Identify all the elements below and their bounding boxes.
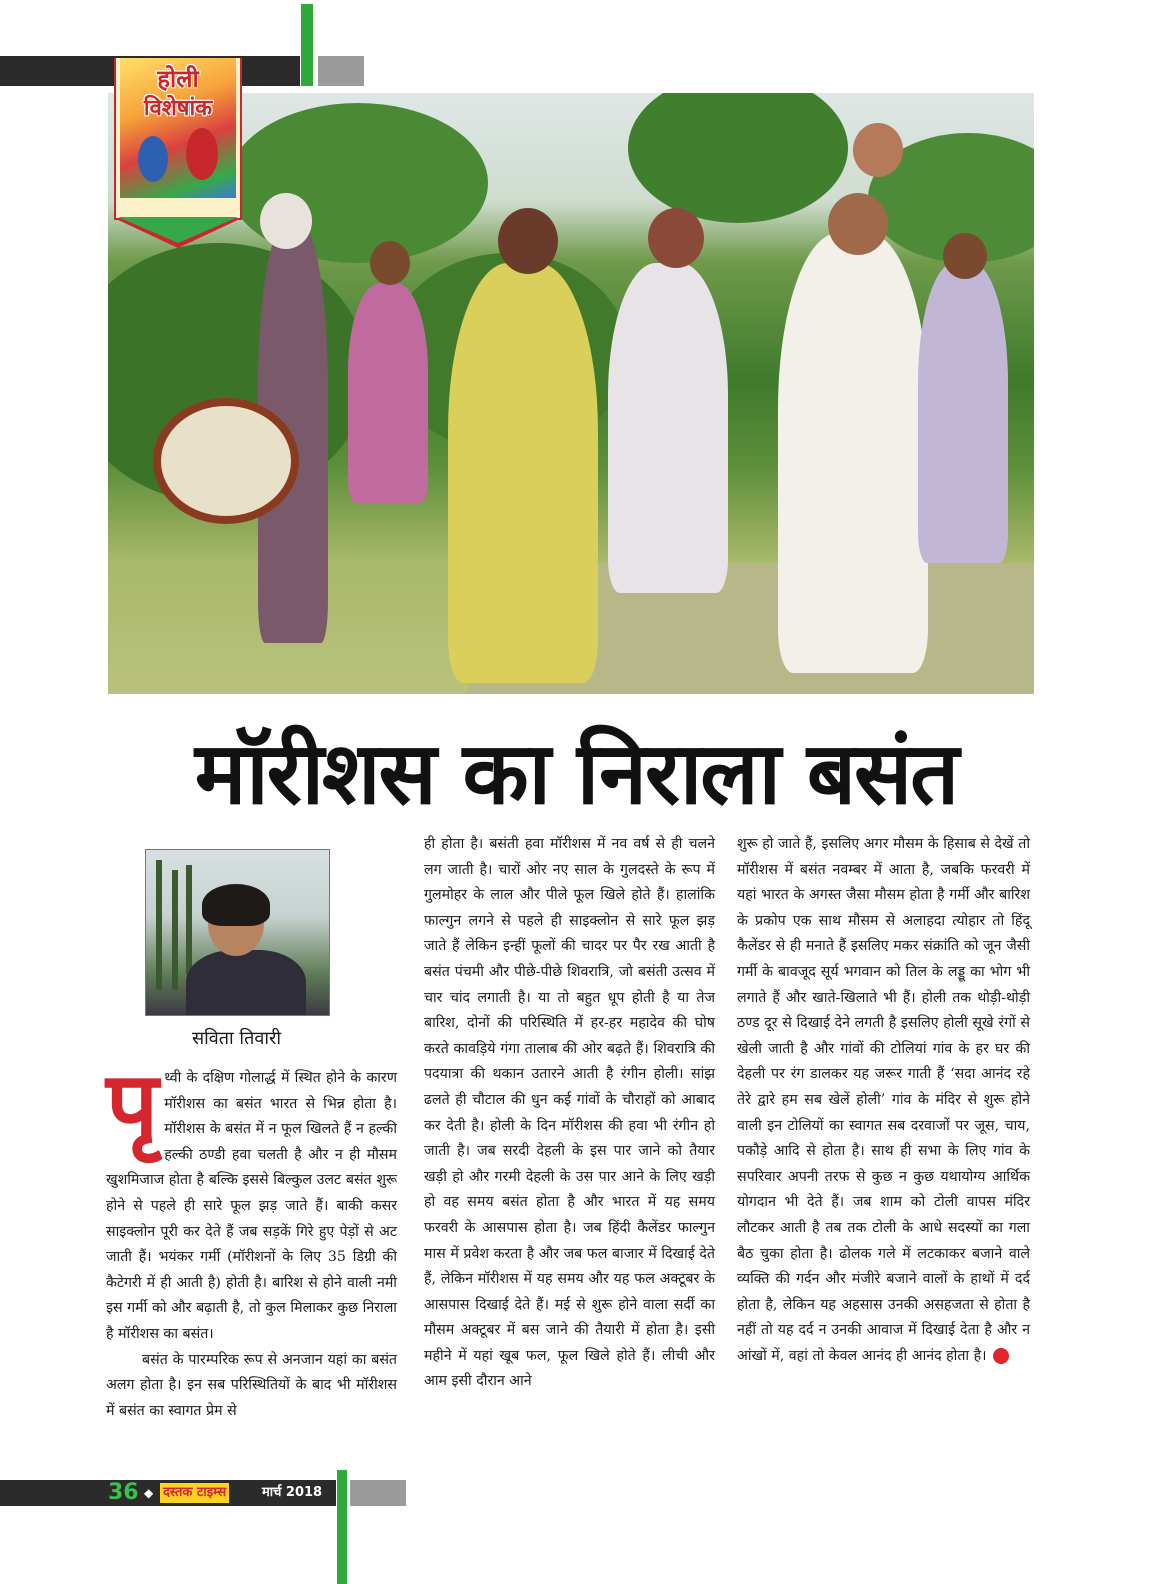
- drop-cap: पृ: [106, 1052, 159, 1159]
- column-3-paragraph: [737, 832, 1030, 1369]
- column-2-text: ही होता है। बसंती हवा मॉरीशस में नव वर्ष से ही चलने लग जाती है। चारों ओर नए साल के गुलदस्ते के रूप में गुलमोहर के लाल और पीले फूल खिले होते हैं। हालांकि फाल्गुन लगने से पहले ही साइक्लोन से सारे फूल झड़ जाते हैं लेकिन इन्हीं फूलों की चादर पर पैर रख आती है बसंत पंचमी और पीछे-पीछे शिवरात्रि, जो बसंती उत्सव में चार चांद लगाती है। या तो बहुत धूप होती है या तेज बारिश, दोनों की परिस्थिति में हर-हर महादेव की घोष करते कावड़िये गंगा तालाब की ओर बढ़ते हैं। शिवरात्रि की पदयात्रा की थकान उतारने आती है रंगीन होली। सांझ ढलते ही चौटाल की धुन कई गांवों के चौराहों को आबाद कर देती है। होली के दिन मॉरीशस की हवा भी रंगीन हो जाती है। जब सरदी देहली के इस पार जाने को तैयार खड़ी हो और गरमी देहली के उस पार आने के लिए खड़ी हो वह समय बसंत होता है और भारत में यह समय फरवरी के आसपास होता है। जब हिंदी कैलेंडर फाल्गुन मास में प्रवेश करता है और जब फल बाजार में दिखाई देते हैं, लेकिन मॉरीशस में यह समय और यह फल अक्टूबर के आसपास दिखाई देते हैं। मई से शुरू होने वाला सर्दी का मौसम अक्टूबर में बस जाने की तैयारी में होता है। इसी महीने में यहां खूब फल, फूल खिले होते हैं। लीची और आम इसी दौरान आने: [424, 836, 715, 1390]
- footer-grey-block: [350, 1480, 406, 1506]
- paragraph-1-text: थ्वी के दक्षिण गोलार्द्ध में स्थित होने के कारण मॉरीशस का बसंत भारत से भिन्न होता है। मॉरीशस के बसंत में न फूल खिलते हैं न हल्की हल्की ठण्डी हवा चलती है और न ही मौसम खुशमिजाज होता है बल्कि इससे बिल्कुल उलट बसंत शुरू होने से पहले ही सारे फूल झड़ जाते हैं। बाकी कसर साइक्लोन पूरी कर देते हैं जब सड़कें गिरे हुए पेड़ों से अट जाती हैं। भयंकर गर्मी (मॉरीशनों के लिए 35 डिग्री की कैटेगरी में ही आती है) होती है। बारिश से होने वाली नमी इस गर्मी को और बढ़ाती है, तो कुल मिलाकर कुछ निराला है मॉरीशस का बसंत।: [106, 1070, 397, 1342]
- footer-green-rule: [337, 1470, 347, 1584]
- badge-title-holi: होली: [157, 65, 199, 93]
- article-column-2: [424, 832, 715, 1395]
- author-photo: [145, 849, 330, 1016]
- issue-date: मार्च 2018: [262, 1485, 323, 1500]
- article-headline: मॉरीशस का निराला बसंत: [194, 724, 958, 824]
- column-3-text: शुरू हो जाते हैं, इसलिए अगर मौसम के हिसाब से देखें तो मॉरीशस में बसंत नवम्बर में आता है, जबकि फरवरी में यहां भारत के अगस्त जैसा मौसम होता है गर्मी और बारिश के प्रकोप एक साथ मौसम से अलाहदा त्योहार तो हिंदू कैलेंडर से ही मनाते हैं इसलिए मकर संक्रांति को जून जैसी गर्मी के बावजूद सूर्य भगवान को तिल के लड्डू का भोग भी लगाते हैं और खाते-खिलाते भी हैं। होली तक थोड़ी-थोड़ी ठण्ड दूर से दिखाई देने लगती है इसलिए होली सूखे रंगों से खेली जाती है और गांवों की टोलियां गांव के हर घर की देहली पर रंग डालकर यह जरूर गाती हैं ‘सदा आनंद रहे तेरे द्वारे हम सब खेलें होली’ गांव के मंदिर से शुरू होने वाली इन टोलियों का स्वागत सब दरवाजों पर जूस, चाय, पकौड़े आदि से होता है। साथ ही सभा के लिए गांव के सपरिवार अपनी तरफ से कुछ न कुछ यथायोग्य आर्थिक योगदान भी देते हैं। जब शाम को टोली वापस मंदिर लौटकर आती है तब तक टोली के आधे सदस्यों का गला बैठ चुका होता है। ढोलक गले में लटकाकर बजाने वाले व्यक्ति की गर्दन और मंजीरे बजाने वालों के हाथों में दर्द होता है, लेकिन यह अहसास उनकी असहजता से होता है नहीं तो यह दर्द न उनकी आवाज में दिखाई देता है और न आंखों में, वहां तो केवल आनंद ही आनंद होता है।: [737, 836, 1030, 1364]
- top-green-rule: [301, 4, 313, 86]
- holi-procession-photo: [108, 93, 1034, 694]
- author-name: सविता तिवारी: [191, 1028, 282, 1049]
- article-column-3: [737, 832, 1030, 1369]
- badge-title-special: विशेषांक: [143, 96, 213, 121]
- article-column-1: [106, 1052, 397, 1424]
- magazine-name: दस्तक टाइम्स: [160, 1483, 229, 1503]
- end-mark-icon: [993, 1348, 1009, 1364]
- page-number: 36: [108, 1480, 139, 1505]
- footer-bullet-icon: ◆: [144, 1486, 154, 1500]
- holi-special-badge: [114, 58, 242, 220]
- article-paragraph-1: [106, 1052, 397, 1348]
- top-grey-block: [318, 56, 364, 86]
- article-paragraph-2: बसंत के पारम्परिक रूप से अनजान यहां का बसंत अलग होता है। इन सब परिस्थितियों के बाद भी मॉरीशस में बसंत का स्वागत प्रेम से: [106, 1351, 397, 1419]
